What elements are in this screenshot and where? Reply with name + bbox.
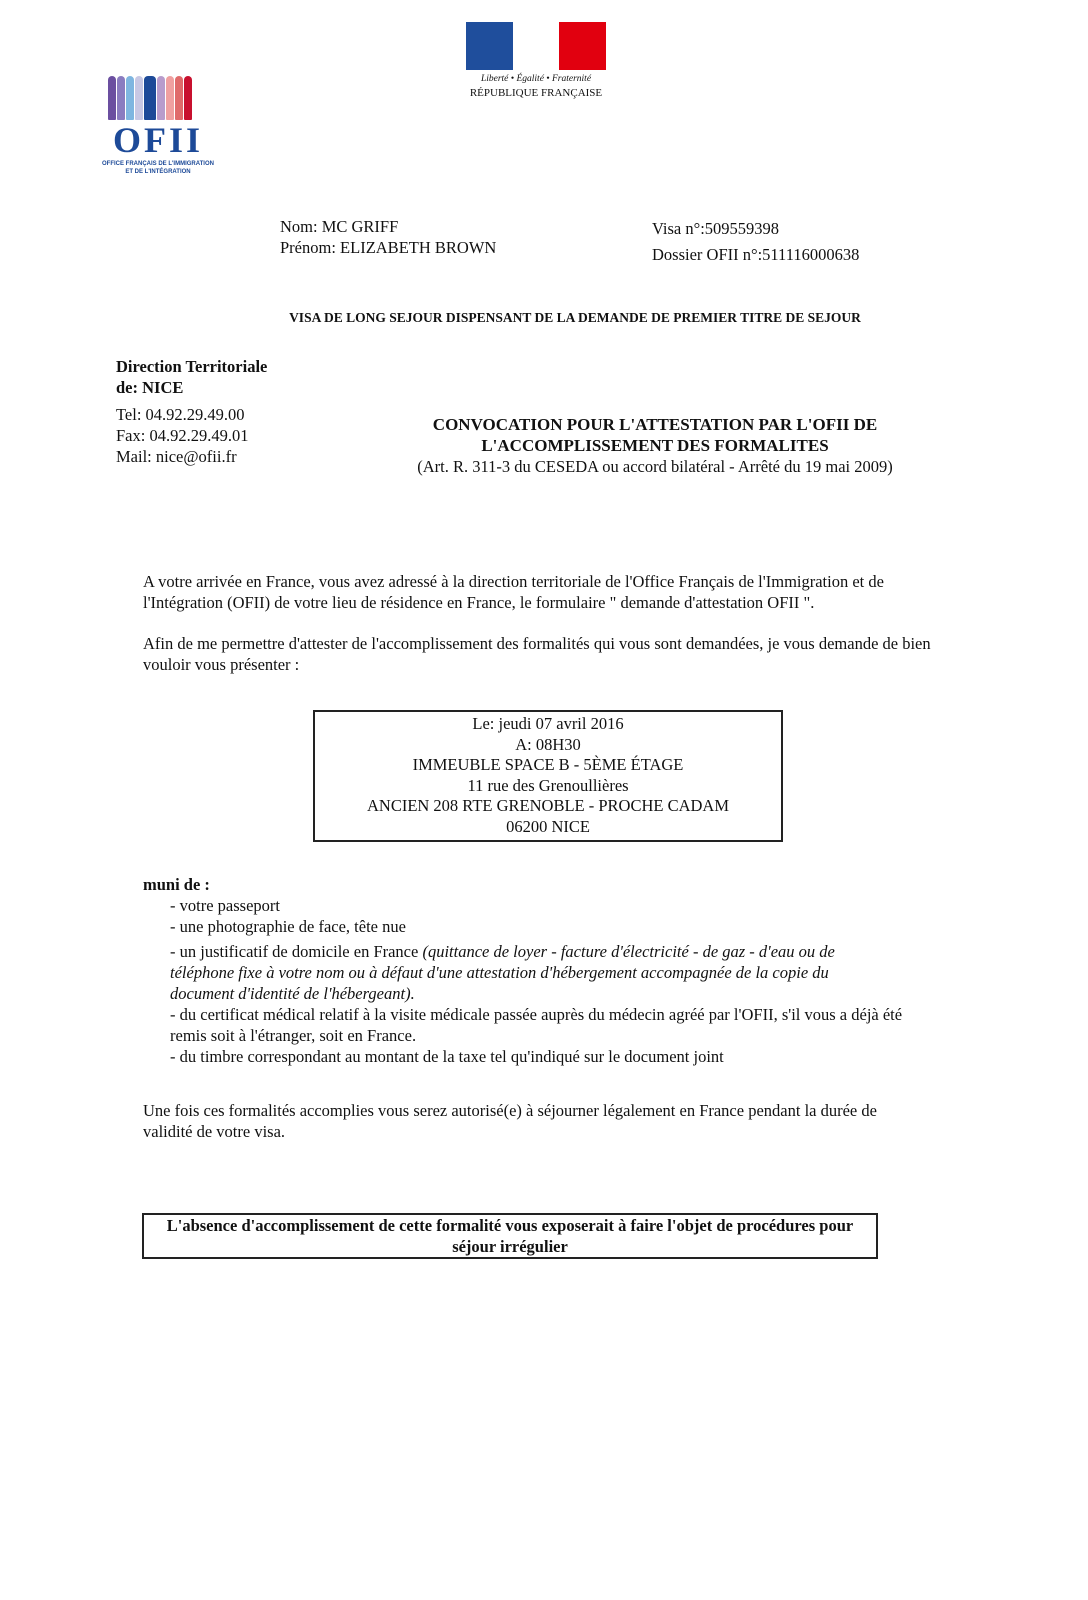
convocation-title-line: CONVOCATION POUR L'ATTESTATION PAR L'OFII DE	[432, 415, 878, 434]
appointment-date: Le: jeudi 07 avril 2016	[472, 714, 624, 733]
requirements-list	[143, 874, 913, 1067]
requirement-item: - du certificat médical relatif à la visite médicale passée auprès du médecin agréé par l'OFII, s'il vous a déjà été remis soit à l'étranger, soit en France.	[170, 1005, 903, 1045]
requirement-item: - du timbre correspondant au montant de la taxe tel qu'indiqué sur le document joint	[170, 1047, 724, 1066]
closing-paragraph: Une fois ces formalités accomplies vous serez autorisé(e) à séjourner légalement en France pendant la durée de validité de votre visa.	[143, 1101, 877, 1141]
nom-field: Nom: MC GRIFF	[280, 217, 399, 236]
requirement-note: (quittance de loyer - facture d'électricité - de gaz - d'eau ou de téléphone fixe à votre nom ou à défaut d'une attestation d'hébergement accompagnée de la copie du document d'identité de l'hébergeant).	[170, 942, 835, 1003]
appointment-street: 11 rue des Grenoullières	[467, 775, 629, 795]
logo-motto: Liberté • Égalité • Fraternité	[480, 74, 592, 84]
logo-republique-name: RÉPUBLIQUE FRANÇAISE	[469, 87, 603, 99]
direction-block	[116, 356, 267, 467]
ofii-logo	[96, 76, 220, 176]
direction-city: de: NICE	[116, 378, 184, 397]
ofii-subtitle-line: ET DE L'INTÉGRATION	[125, 169, 191, 175]
intro-paragraph: A votre arrivée en France, vous avez adressé à la direction territoriale de l'Office Français de l'Immigration et de l'Intégration (OFII) de votre lieu de résidence en France, le formulaire " demande d'attestation OFII ".	[143, 572, 884, 612]
direction-fax: Fax: 04.92.29.49.01	[116, 426, 249, 445]
visa-number: Visa n°:509559398	[652, 219, 780, 238]
ofii-logo-subtitle	[96, 160, 220, 176]
direction-title: Direction Territoriale	[116, 357, 268, 376]
reference-block	[652, 216, 859, 268]
requirement-item: - une photographie de face, tête nue	[170, 917, 406, 936]
letter-body	[143, 571, 953, 675]
convocation-heading	[380, 414, 930, 477]
appointment-building: IMMEUBLE SPACE B - 5ÈME ÉTAGE	[412, 755, 684, 774]
republique-francaise-logo	[466, 22, 606, 99]
appointment-box	[313, 710, 783, 842]
direction-mail: Mail: nice@ofii.fr	[116, 447, 237, 466]
marianne-flag-icon	[466, 22, 606, 70]
convocation-title-line: L'ACCOMPLISSEMENT DES FORMALITES	[481, 436, 829, 455]
direction-tel: Tel: 04.92.29.49.00	[116, 405, 245, 424]
document-title: VISA DE LONG SEJOUR DISPENSANT DE LA DEMANDE DE PREMIER TITRE DE SEJOUR	[289, 310, 861, 325]
prenom-field: Prénom: ELIZABETH BROWN	[280, 238, 497, 257]
requirement-item: - votre passeport	[170, 896, 280, 915]
appointment-landmark: ANCIEN 208 RTE GRENOBLE - PROCHE CADAM	[366, 796, 729, 815]
requirements-heading: muni de :	[143, 875, 210, 894]
ofii-logo-text: OFII	[112, 120, 203, 160]
convocation-legal-reference: (Art. R. 311-3 du CESEDA ou accord bilatéral - Arrêté du 19 mai 2009)	[417, 457, 893, 476]
appointment-city: 06200 NICE	[506, 816, 590, 836]
request-paragraph: Afin de me permettre d'attester de l'accomplissement des formalités qui vous sont demandées, je vous demande de bien vouloir vous présenter :	[143, 634, 931, 674]
identity-block	[280, 216, 496, 258]
ofii-people-graphic	[108, 76, 220, 120]
dossier-number: Dossier OFII n°:511116000638	[652, 245, 860, 264]
ofii-subtitle-line: OFFICE FRANÇAIS DE L'IMMIGRATION	[102, 161, 214, 167]
requirement-item: - un justificatif de domicile en France	[170, 942, 419, 961]
appointment-time: A: 08H30	[515, 734, 581, 754]
warning-box: L'absence d'accomplissement de cette formalité vous exposerait à faire l'objet de procédures pour séjour irrégulier	[142, 1213, 878, 1259]
